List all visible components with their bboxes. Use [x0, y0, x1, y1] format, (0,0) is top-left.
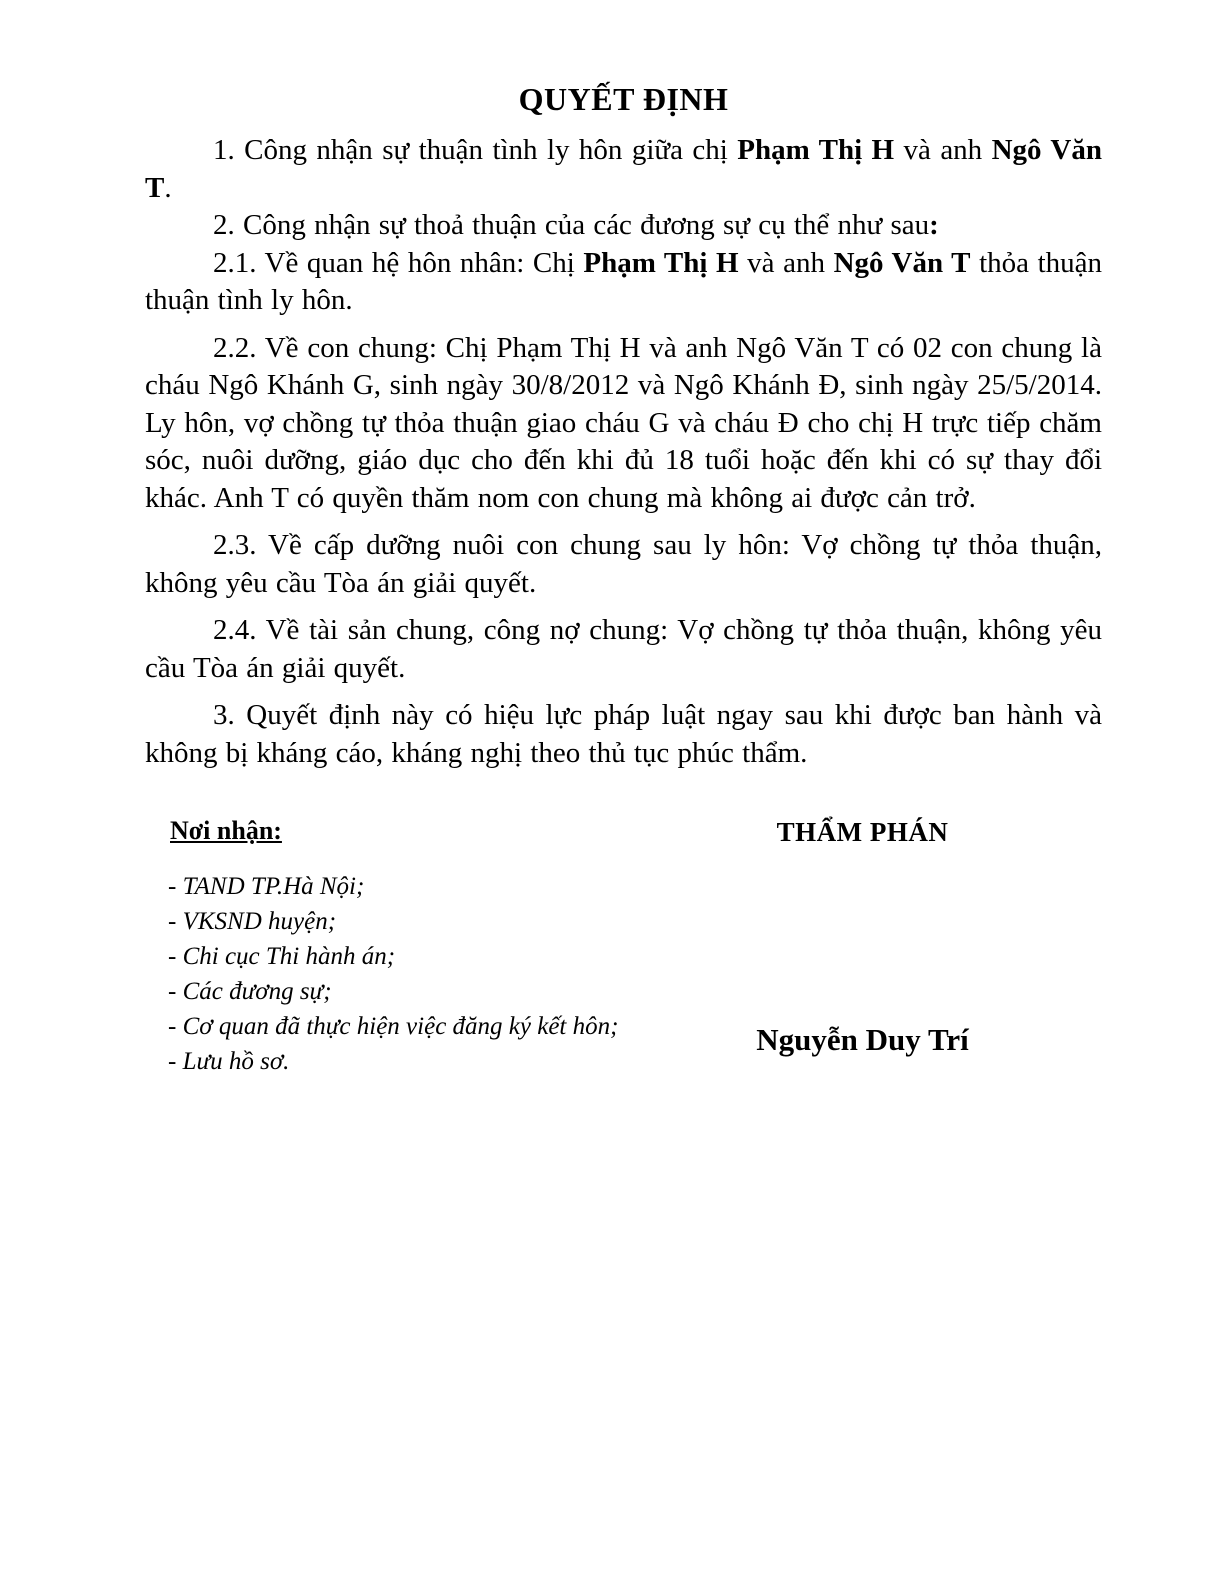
- judge-name: Nguyễn Duy Trí: [756, 1022, 969, 1057]
- recipient-item: - Cơ quan đã thực hiện việc đăng ký kết hôn;: [168, 1013, 619, 1040]
- text: và anh: [738, 246, 834, 279]
- recipients-list: [168, 869, 618, 1079]
- text: .: [164, 171, 172, 204]
- paragraph: [145, 207, 1102, 245]
- document-body: [145, 132, 1102, 772]
- bold-text: Phạm Thị H: [737, 134, 895, 166]
- paragraph: [145, 697, 1102, 772]
- judge-signature-block: [610, 814, 1115, 1060]
- text: thỏa thuận thuận tình ly hôn.: [145, 246, 1103, 316]
- text: 2.2. Về con chung: Chị Phạm Thị H và anh Ngô Văn T có 02 con chung là cháu Ngô Khánh G, sinh ngày 30/8/2012 và Ngô Khánh Đ, sinh ngày 25/5/2014. Ly hôn, vợ chồng tự thỏa thuận giao cháu G và cháu Đ cho chị H trực tiếp chăm sóc, nuôi dưỡng, giáo dục cho đến khi đủ 18 tuổi hoặc đến khi có sự thay đổi khác. Anh T có quyền thăm nom con chung mà không ai được cản trở.: [145, 331, 1102, 514]
- bold-text: Phạm Thị H: [583, 246, 739, 279]
- recipient-item: - Lưu hồ sơ.: [168, 1048, 290, 1075]
- paragraph: [145, 612, 1102, 687]
- recipient-item: - Các đương sự;: [168, 978, 332, 1005]
- recipient-item: - VKSND huyện;: [168, 908, 337, 935]
- text: 2.3. Về cấp dưỡng nuôi con chung sau ly hôn: Vợ chồng tự thỏa thuận, không yêu cầu Tòa án giải quyết.: [145, 529, 1102, 599]
- document-content: [145, 78, 1102, 1114]
- text: 3. Quyết định này có hiệu lực pháp luật ngay sau khi được ban hành và không bị kháng cáo, kháng nghị theo thủ tục phúc thẩm.: [145, 699, 1102, 769]
- text: và anh: [894, 134, 992, 166]
- document-footer: [145, 814, 1102, 1114]
- paragraph: [145, 132, 1102, 207]
- recipient-item: - TAND TP.Hà Nội;: [168, 873, 365, 900]
- text: 2.1. Về quan hệ hôn nhân: Chị: [213, 246, 584, 279]
- document-title: QUYẾT ĐỊNH: [518, 81, 729, 117]
- text: 2.4. Về tài sản chung, công nợ chung: Vợ chồng tự thỏa thuận, không yêu cầu Tòa án giải quyết.: [145, 614, 1102, 684]
- paragraph: [145, 527, 1102, 602]
- bold-text: Ngô Văn T: [833, 246, 971, 279]
- text: 2. Công nhận sự thoả thuận của các đương sự cụ thể như sau: [213, 209, 930, 241]
- paragraph: [145, 245, 1102, 320]
- judge-title: THẨM PHÁN: [776, 817, 949, 847]
- recipients-heading: Nơi nhận:: [170, 816, 282, 845]
- bold-text: :: [929, 209, 939, 241]
- text: 1. Công nhận sự thuận tình ly hôn giữa chị: [213, 134, 738, 166]
- bold-text: Ngô Văn T: [145, 134, 1102, 204]
- recipient-item: - Chi cục Thi hành án;: [168, 943, 396, 970]
- paragraph: [145, 330, 1102, 518]
